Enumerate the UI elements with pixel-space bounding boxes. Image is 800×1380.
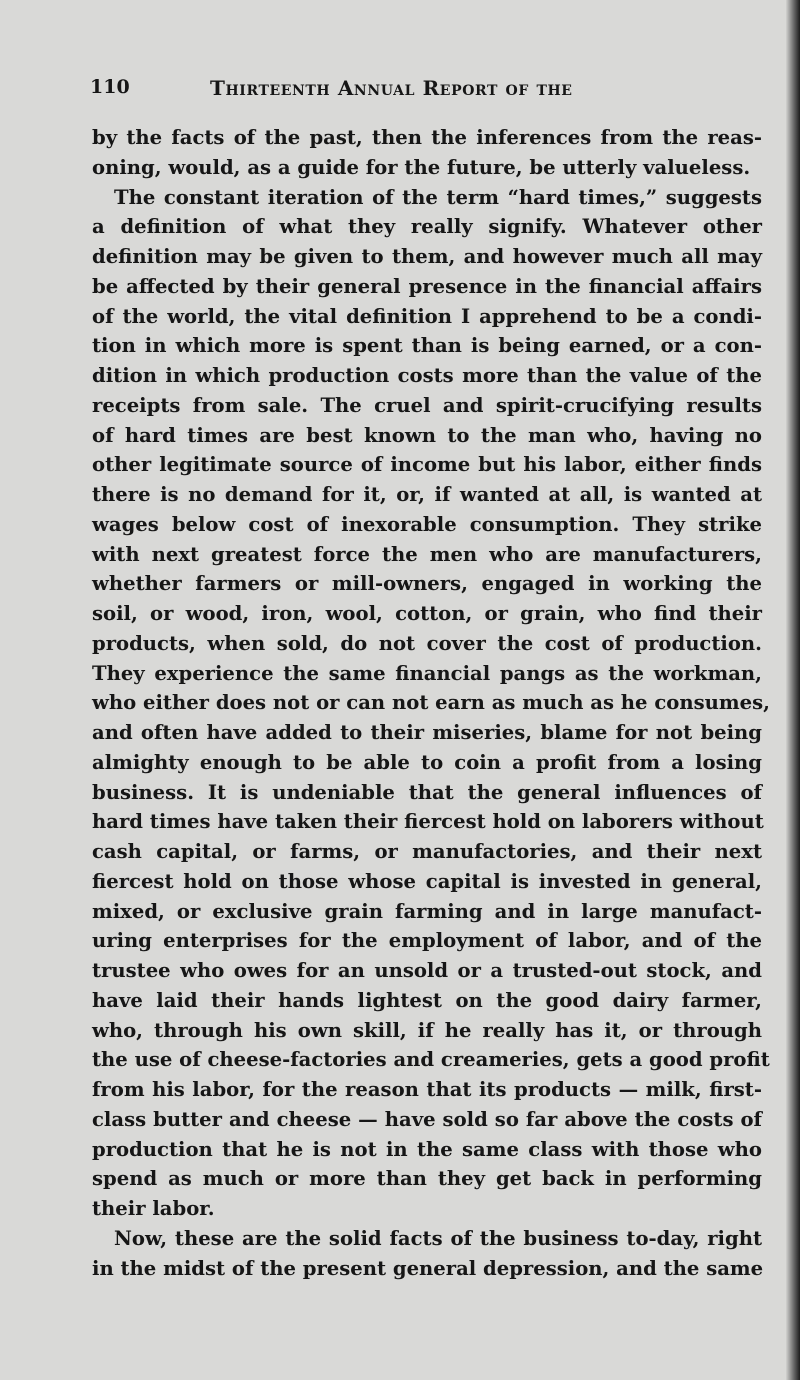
- text-line: other legitimate source of income but his labor, either finds: [92, 453, 762, 477]
- page-header: [90, 76, 740, 106]
- text-line: dition in which production costs more than the value of the: [92, 364, 762, 387]
- text-line: business. It is undeniable that the general influences of: [92, 780, 762, 804]
- text-line: there is no demand for it, or, if wanted at all, is wanted at: [92, 483, 762, 506]
- running-head: Thirteenth Annual Report of the: [210, 76, 573, 100]
- text-line: their labor.: [92, 1197, 215, 1220]
- text-line: of hard times are best known to the man who, having no: [92, 423, 762, 447]
- text-line: almighty enough to be able to coin a profit from a losing: [92, 750, 762, 774]
- text-line: fiercest hold on those whose capital is invested in general,: [92, 869, 762, 893]
- text-line: class butter and cheese — have sold so far above the costs of: [92, 1107, 762, 1131]
- text-line: have laid their hands lightest on the good dairy farmer,: [92, 988, 762, 1012]
- text-line: who either does not or can not earn as much as he consumes,: [92, 691, 770, 715]
- text-line: who, through his own skill, if he really has it, or through: [92, 1018, 762, 1042]
- text-line: tion in which more is spent than is being earned, or a con-: [92, 334, 762, 358]
- text-line: The constant iteration of the term “hard times,” suggests: [114, 185, 762, 209]
- text-line: Now, these are the solid facts of the business to-day, right: [114, 1226, 762, 1250]
- text-line: the use of cheese-factories and creameries, gets a good profit: [92, 1048, 770, 1072]
- text-line: oning, would, as a guide for the future, be utterly valueless.: [92, 155, 751, 179]
- text-line: a definition of what they really signify. Whatever other: [92, 215, 762, 239]
- text-line: in the midst of the present general depression, and the same: [92, 1256, 764, 1280]
- text-line: of the world, the vital definition I apprehend to be a condi-: [92, 304, 762, 328]
- text-line: whether farmers or mill-owners, engaged in working the: [92, 572, 762, 596]
- text-line: They experience the same financial pangs as the workman,: [92, 661, 762, 685]
- text-line: definition may be given to them, and however much all may: [92, 245, 762, 268]
- text-line: soil, or wood, iron, wool, cotton, or grain, who find their: [92, 602, 762, 625]
- text-line: from his labor, for the reason that its products — milk, first-: [92, 1078, 762, 1101]
- text-line: production that he is not in the same class with those who: [92, 1137, 762, 1161]
- page-edge-shadow: [786, 0, 800, 1380]
- text-line: hard times have taken their fiercest hold on laborers without: [92, 810, 764, 834]
- text-line: wages below cost of inexorable consumption. They strike: [92, 512, 762, 536]
- text-line: with next greatest force the men who are manufacturers,: [92, 542, 762, 566]
- text-line: products, when sold, do not cover the cost of production.: [92, 631, 762, 655]
- text-line: by the facts of the past, then the inferences from the reas-: [92, 126, 762, 149]
- text-line: and often have added to their miseries, blame for not being: [92, 721, 762, 744]
- page-number: 110: [90, 76, 130, 98]
- text-line: receipts from sale. The cruel and spirit-crucifying results: [92, 393, 762, 417]
- text-line: cash capital, or farms, or manufactories, and their next: [92, 840, 762, 863]
- text-line: uring enterprises for the employment of labor, and of the: [92, 929, 762, 953]
- text-line: spend as much or more than they get back in performing: [92, 1167, 762, 1191]
- text-line: be affected by their general presence in the financial affairs: [92, 274, 762, 298]
- body-text: [92, 123, 770, 1283]
- text-line: mixed, or exclusive grain farming and in large manufact-: [92, 899, 762, 923]
- text-line: trustee who owes for an unsold or a trusted-out stock, and: [92, 959, 762, 982]
